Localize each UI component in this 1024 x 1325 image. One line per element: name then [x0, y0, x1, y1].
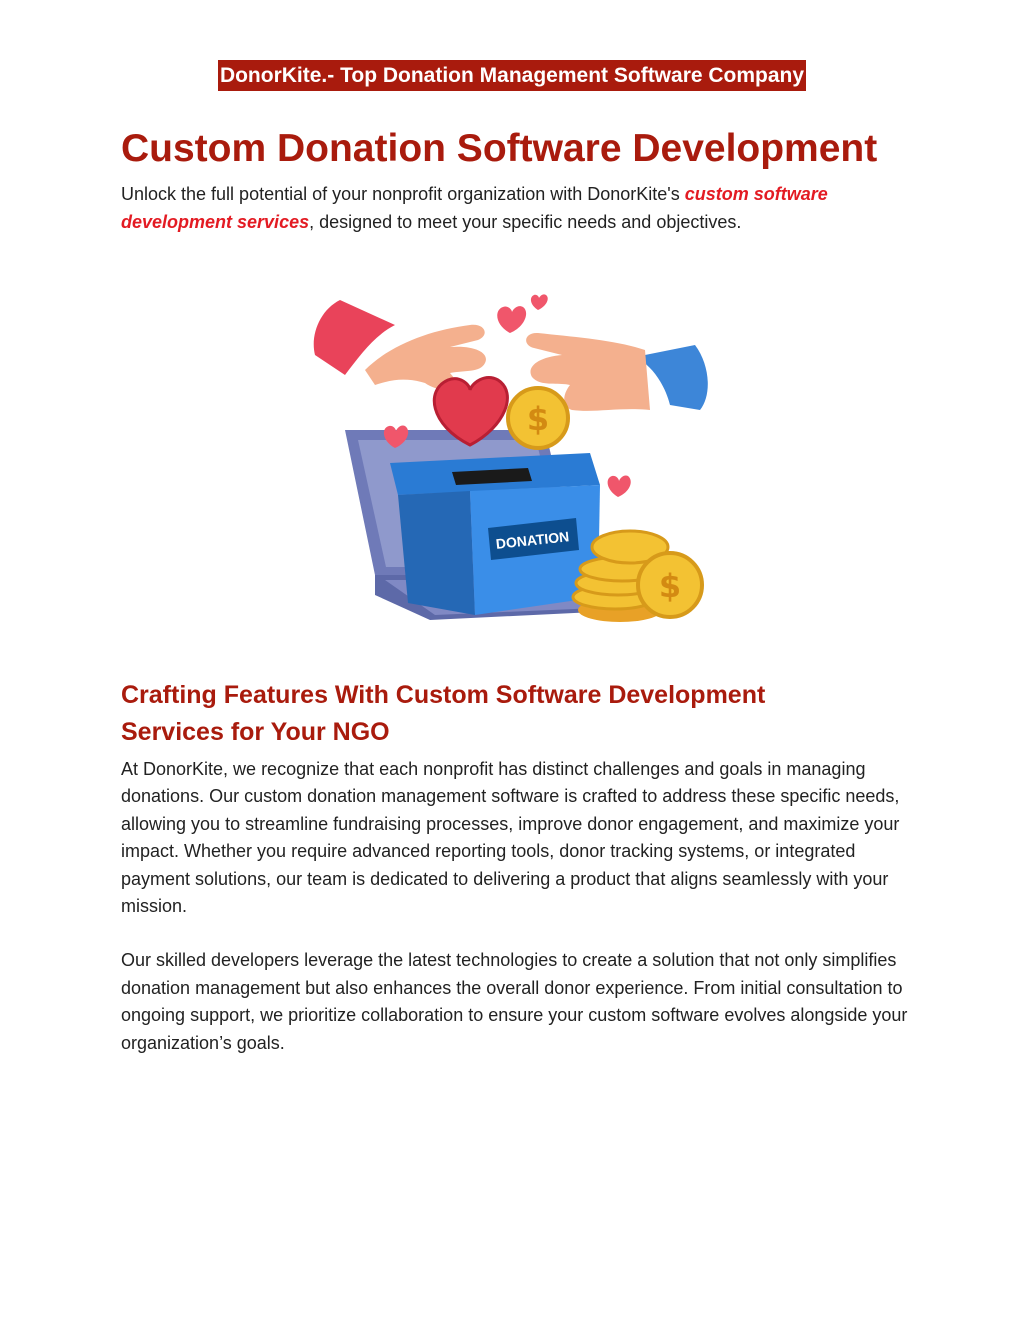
intro-highlight-link[interactable]: custom software development services: [121, 184, 828, 232]
banner-wrap: [0, 60, 1024, 91]
intro-text-before: Unlock the full potential of your nonprofit organization with DonorKite's: [121, 184, 685, 204]
small-heart-icon: [531, 294, 548, 310]
box-left-side: [398, 491, 475, 615]
section-paragraph-2: Our skilled developers leverage the latest technologies to create a solution that not only simplifies donation management but also enhances the overall donor experience. From initial consultation to ongoing support, we prioritize collaboration to ensure your custom software evolves alongside your organization’s goals.: [121, 950, 908, 1053]
small-heart-icon: [497, 306, 526, 333]
dollar-sign-icon: $: [658, 567, 682, 605]
features-section: [121, 677, 921, 1057]
section-paragraph-1: At DonorKite, we recognize that each nonprofit has distinct challenges and goals in managing donations. Our custom donation management software is crafted to address these specific needs, allowing you to streamline fundraising processes, improve donor engagement, and maximize your impact. Whether you require advanced reporting tools, donor tracking systems, or integrated payment solutions, our team is dedicated to delivering a product that aligns seamlessly with your mission.: [121, 759, 900, 917]
box-label-text: DONATION: [495, 528, 570, 552]
hero-section: [121, 125, 921, 236]
dollar-sign-icon: $: [526, 400, 550, 438]
donation-box-illustration-icon: [300, 285, 720, 650]
company-banner: DonorKite.- Top Donation Management Software Company: [218, 60, 806, 91]
left-hand-shape: [365, 325, 486, 390]
section-heading: Crafting Features With Custom Software Development Services for Your NGO: [121, 681, 766, 746]
small-heart-icon: [608, 475, 631, 497]
page-title: Custom Donation Software Development: [121, 127, 878, 170]
intro-text-after: , designed to meet your specific needs and objectives.: [309, 211, 742, 232]
intro-paragraph: [121, 181, 921, 236]
